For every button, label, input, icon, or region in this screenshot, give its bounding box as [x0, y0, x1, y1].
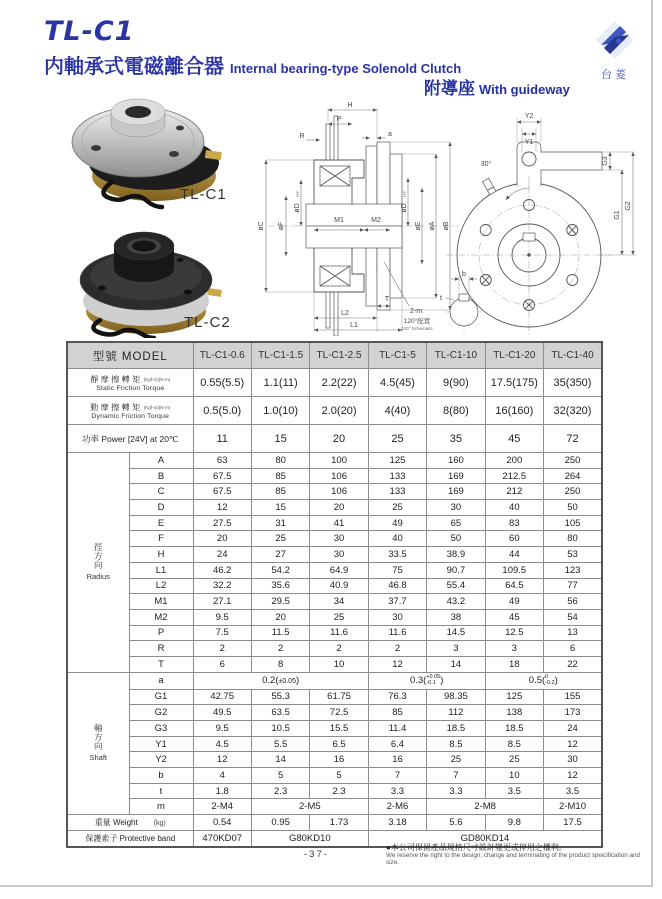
band-value-cell: GD80KD14 — [368, 830, 602, 846]
model-header-label: 型號 MODEL — [67, 342, 193, 369]
page-number: -37- — [304, 849, 329, 860]
model-column-header: TL-C1-0.6 — [193, 342, 251, 369]
spec-value-cell: 11 — [193, 425, 251, 453]
svg-text:Y2: Y2 — [524, 113, 534, 120]
dim-row — [67, 752, 602, 768]
dim-value-cell: 76.3 — [368, 689, 426, 705]
dim-value-cell: 45 — [485, 609, 543, 625]
dim-value-cell: 12 — [544, 768, 602, 784]
dim-value-cell: 50 — [544, 500, 602, 516]
dim-row — [67, 768, 602, 784]
dim-value-cell: 106 — [310, 484, 368, 500]
spec-value-cell: 25 — [368, 425, 426, 453]
dim-row — [67, 578, 602, 594]
svg-text:a: a — [388, 131, 392, 138]
dim-value-cell: 9.5 — [193, 609, 251, 625]
dim-label: A — [129, 453, 193, 469]
dim-value-cell: 49 — [485, 594, 543, 610]
dim-value-cell: 133 — [368, 484, 426, 500]
dim-value-cell: 3.5 — [485, 783, 543, 799]
dim-value-cell: 2-M6 — [368, 799, 426, 815]
dim-value-cell: 25 — [251, 531, 309, 547]
dim-value-cell: 4 — [193, 768, 251, 784]
spec-table — [66, 341, 603, 848]
dim-value-cell: 83 — [485, 515, 543, 531]
dim-value-cell: 40 — [485, 500, 543, 516]
page-subtitle — [44, 50, 461, 79]
dim-value-cell: 53 — [544, 547, 602, 563]
footnote-zh: ●本公司保留產品規格尺寸設計變更或停用之權利。 — [386, 843, 567, 852]
dim-value-cell: 2.3 — [251, 783, 309, 799]
dim-label: F — [129, 531, 193, 547]
dim-value-cell: 250 — [544, 484, 602, 500]
dim-value-cell: 75 — [368, 562, 426, 578]
dim-row — [67, 609, 602, 625]
page-title: TL-C1 — [44, 16, 135, 47]
dim-value-cell: 3.3 — [427, 783, 485, 799]
dim-value-cell: 12 — [368, 656, 426, 672]
dim-value-cell: 18.5 — [485, 721, 543, 737]
svg-text:øD: øD — [294, 203, 301, 213]
dim-value-cell: 123 — [544, 562, 602, 578]
dim-value-cell: 169 — [427, 468, 485, 484]
dim-value-cell: 55.3 — [251, 689, 309, 705]
dim-value-cell: 30 — [310, 531, 368, 547]
dim-row — [67, 468, 602, 484]
dim-value-cell: 54 — [544, 609, 602, 625]
dim-value-cell: 31 — [251, 515, 309, 531]
dim-value-cell: 138 — [485, 705, 543, 721]
dim-value-cell: 2 — [251, 641, 309, 657]
dim-row — [67, 656, 602, 672]
spec-value-cell: 0.5(5.0) — [193, 397, 251, 425]
dim-label: R — [129, 641, 193, 657]
svg-text:L2: L2 — [341, 310, 349, 317]
dim-value-cell: 10 — [485, 768, 543, 784]
spec-value-cell: 20 — [310, 425, 368, 453]
dim-label: t — [129, 783, 193, 799]
dim-value-cell: 32.2 — [193, 578, 251, 594]
dim-value-cell: 63.5 — [251, 705, 309, 721]
dim-value-cell: 30 — [368, 609, 426, 625]
dim-value-cell: 37.7 — [368, 594, 426, 610]
footnote — [386, 843, 648, 866]
model-column-header: TL-C1-2.5 — [310, 342, 368, 369]
svg-text:P: P — [336, 116, 342, 123]
dim-label: T — [129, 656, 193, 672]
dim-value-cell: 25 — [485, 752, 543, 768]
model-column-header: TL-C1-10 — [427, 342, 485, 369]
dim-value-cell: 24 — [544, 721, 602, 737]
dim-value-cell: 3 — [427, 641, 485, 657]
dim-value-cell: 5 — [251, 768, 309, 784]
dim-value-cell: 4.5 — [193, 736, 251, 752]
dim-row — [67, 562, 602, 578]
dim-value-cell: 169 — [427, 484, 485, 500]
footnote-en: We reserve the right to the design, change and terminating of the product speicification and size. — [386, 852, 641, 866]
dim-value-cell: 0.3( +0.05 -0.1 ) — [368, 672, 485, 689]
dim-value-cell: 2 — [310, 641, 368, 657]
dim-value-cell: 34 — [310, 594, 368, 610]
dim-value-cell: 77 — [544, 578, 602, 594]
dim-value-cell: 3.3 — [368, 783, 426, 799]
dim-value-cell: 46.2 — [193, 562, 251, 578]
dim-label: a — [129, 672, 193, 689]
model-column-header: TL-C1-1.5 — [251, 342, 309, 369]
svg-text:b: b — [462, 271, 466, 278]
svg-text:M1: M1 — [334, 217, 344, 224]
svg-text:H7: H7 — [402, 191, 407, 197]
svg-text:30°: 30° — [480, 161, 492, 168]
dim-value-cell: 41 — [310, 515, 368, 531]
table-header-row — [67, 342, 602, 369]
weight-label: 重量 Weight (kg) — [67, 815, 193, 831]
dim-value-cell: 12 — [193, 500, 251, 516]
dim-value-cell: 16 — [310, 752, 368, 768]
subtitle-en: Internal bearing-type Solenold Clutch — [230, 61, 462, 76]
dim-value-cell: 55.4 — [427, 578, 485, 594]
dim-value-cell: 125 — [485, 689, 543, 705]
dim-row — [67, 689, 602, 705]
spec-row — [67, 397, 602, 425]
dim-value-cell: 5 — [310, 768, 368, 784]
spec-value-cell: 8(80) — [427, 397, 485, 425]
dim-value-cell: 25 — [427, 752, 485, 768]
dim-row — [67, 641, 602, 657]
dim-value-cell: 9.5 — [193, 721, 251, 737]
dim-value-cell: 64.9 — [310, 562, 368, 578]
dim-row — [67, 484, 602, 500]
dim-label: P — [129, 625, 193, 641]
dim-value-cell: 2-M5 — [251, 799, 368, 815]
dim-value-cell: 64.5 — [485, 578, 543, 594]
dim-value-cell: 29.5 — [251, 594, 309, 610]
dim-value-cell: 27 — [251, 547, 309, 563]
dim-row — [67, 736, 602, 752]
dim-label: M1 — [129, 594, 193, 610]
dim-value-cell: 14 — [427, 656, 485, 672]
spec-value-cell: 1.0(10) — [251, 397, 309, 425]
dim-value-cell: 33.5 — [368, 547, 426, 563]
svg-text:H7: H7 — [295, 191, 300, 197]
spec-row — [67, 369, 602, 397]
spec-value-cell: 0.55(5.5) — [193, 369, 251, 397]
dim-value-cell: 7 — [427, 768, 485, 784]
dim-value-cell: 212.5 — [485, 468, 543, 484]
dim-row — [67, 721, 602, 737]
dim-value-cell: 25 — [310, 609, 368, 625]
svg-text:G3: G3 — [602, 156, 609, 166]
dim-value-cell: 8.5 — [485, 736, 543, 752]
dim-value-cell: 6.4 — [368, 736, 426, 752]
dim-value-cell: 105 — [544, 515, 602, 531]
svg-text:øE: øE — [415, 221, 422, 231]
dim-label: L2 — [129, 578, 193, 594]
model-column-header: TL-C1-5 — [368, 342, 426, 369]
dim-value-cell: 85 — [251, 468, 309, 484]
spec-value-cell: 72 — [544, 425, 602, 453]
svg-text:H: H — [347, 102, 353, 109]
dim-value-cell: 20 — [193, 531, 251, 547]
spec-value-cell: 45 — [485, 425, 543, 453]
dim-row — [67, 500, 602, 516]
dim-value-cell: 35.6 — [251, 578, 309, 594]
dim-value-cell: 25 — [368, 500, 426, 516]
dim-value-cell: 100 — [310, 453, 368, 469]
dim-value-cell: 98.35 — [427, 689, 485, 705]
spec-value-cell: 17.5(175) — [485, 369, 543, 397]
weight-value-cell: 1.73 — [310, 815, 368, 831]
dim-value-cell: 2-M8 — [427, 799, 544, 815]
band-value-cell: G80KD10 — [251, 830, 368, 846]
dim-value-cell: 11.5 — [251, 625, 309, 641]
dim-label: L1 — [129, 562, 193, 578]
dim-label: C — [129, 484, 193, 500]
dim-value-cell: 12 — [544, 736, 602, 752]
model-column-header: TL-C1-20 — [485, 342, 543, 369]
dim-value-cell: 54.2 — [251, 562, 309, 578]
svg-text:2-m: 2-m — [409, 308, 423, 315]
dim-value-cell: 56 — [544, 594, 602, 610]
dim-label: G1 — [129, 689, 193, 705]
guideway-label-zh: 附導座 — [424, 79, 475, 98]
dim-value-cell: 90.7 — [427, 562, 485, 578]
dim-value-cell: 30 — [310, 547, 368, 563]
svg-text:M2: M2 — [371, 217, 381, 224]
dim-value-cell: 109.5 — [485, 562, 543, 578]
dim-value-cell: 42.75 — [193, 689, 251, 705]
dim-value-cell: 22 — [544, 656, 602, 672]
svg-text:120° Schematic: 120° Schematic — [401, 326, 433, 331]
subtitle-zh: 内軸承式電磁離合器 — [44, 56, 224, 78]
dim-value-cell: 155 — [544, 689, 602, 705]
svg-text:L1: L1 — [350, 322, 358, 329]
weight-value-cell: 0.54 — [193, 815, 251, 831]
dim-value-cell: 8.5 — [427, 736, 485, 752]
dim-value-cell: 80 — [251, 453, 309, 469]
dim-value-cell: 65 — [427, 515, 485, 531]
dim-value-cell: 67.5 — [193, 484, 251, 500]
dim-value-cell: 60 — [485, 531, 543, 547]
dim-label: Y2 — [129, 752, 193, 768]
dim-value-cell: 18 — [485, 656, 543, 672]
dim-value-cell: 112 — [427, 705, 485, 721]
dim-value-cell: 11.6 — [368, 625, 426, 641]
dim-value-cell: 2.3 — [310, 783, 368, 799]
dim-value-cell: 0.5( 0 -0.2 ) — [485, 672, 602, 689]
dim-label: b — [129, 768, 193, 784]
dim-value-cell: 106 — [310, 468, 368, 484]
dim-value-cell: 24 — [193, 547, 251, 563]
spec-value-cell: 35(350) — [544, 369, 602, 397]
dim-value-cell: 7 — [368, 768, 426, 784]
spec-row-label: 動摩擦轉矩(Kgf-m)(N-m) Dynamic Friction Torque — [67, 397, 193, 425]
dim-value-cell: 6 — [544, 641, 602, 657]
spec-value-cell: 4(40) — [368, 397, 426, 425]
spec-value-cell: 2.2(22) — [310, 369, 368, 397]
dim-value-cell: 14.5 — [427, 625, 485, 641]
dim-value-cell: 50 — [427, 531, 485, 547]
band-value-cell: 470KD07 — [193, 830, 251, 846]
svg-text:øD: øD — [401, 203, 408, 213]
brand-name: 台菱 — [601, 69, 629, 81]
svg-text:øA: øA — [429, 221, 436, 231]
brand-diamond-icon — [595, 20, 635, 60]
svg-text:T: T — [384, 296, 390, 303]
dim-value-cell: 11.4 — [368, 721, 426, 737]
dim-row — [67, 625, 602, 641]
band-label: 保護索子 Protective band — [67, 830, 193, 846]
weight-value-cell: 5.6 — [427, 815, 485, 831]
dim-value-cell: 10.5 — [251, 721, 309, 737]
svg-text:Y1: Y1 — [524, 139, 534, 146]
dim-value-cell: 49 — [368, 515, 426, 531]
spec-row — [67, 425, 602, 453]
dim-value-cell: 12.5 — [485, 625, 543, 641]
front-view-drawing — [434, 100, 639, 338]
dim-label: M2 — [129, 609, 193, 625]
dim-label: m — [129, 799, 193, 815]
dim-value-cell: 49.5 — [193, 705, 251, 721]
dim-label: H — [129, 547, 193, 563]
dim-value-cell: 40.9 — [310, 578, 368, 594]
dim-row — [67, 799, 602, 815]
shaft-group-label: 軸 方 向 Shaft — [67, 672, 129, 815]
dim-label: G2 — [129, 705, 193, 721]
dim-row — [67, 453, 602, 469]
dim-value-cell: 40 — [368, 531, 426, 547]
svg-text:t: t — [440, 295, 442, 302]
svg-text:øF: øF — [278, 221, 285, 231]
dim-value-cell: 20 — [310, 500, 368, 516]
dim-value-cell: 14 — [251, 752, 309, 768]
dim-value-cell: 7.5 — [193, 625, 251, 641]
dim-value-cell: 15 — [251, 500, 309, 516]
dim-value-cell: 61.75 — [310, 689, 368, 705]
radius-group-label: 徑 方 向 Radius — [67, 453, 129, 673]
dim-value-cell: 200 — [485, 453, 543, 469]
weight-row — [67, 815, 602, 831]
photo-caption-tl-c1: TL-C1 — [180, 186, 227, 203]
weight-value-cell: 0.95 — [251, 815, 309, 831]
dim-value-cell: 46.8 — [368, 578, 426, 594]
model-column-header: TL-C1-40 — [544, 342, 602, 369]
dim-value-cell: 160 — [427, 453, 485, 469]
dim-value-cell: 264 — [544, 468, 602, 484]
dim-value-cell: 85 — [368, 705, 426, 721]
dim-row — [67, 531, 602, 547]
dim-value-cell: 20 — [251, 609, 309, 625]
dim-value-cell: 2-M4 — [193, 799, 251, 815]
dim-value-cell: 2 — [368, 641, 426, 657]
svg-text:120°配置: 120°配置 — [403, 318, 431, 325]
spec-value-cell: 4.5(45) — [368, 369, 426, 397]
guideway-label-en: With guideway — [479, 82, 570, 97]
dim-value-cell: 80 — [544, 531, 602, 547]
dim-row — [67, 594, 602, 610]
svg-text:R: R — [299, 133, 305, 140]
dim-value-cell: 1.8 — [193, 783, 251, 799]
spec-value-cell: 9(90) — [427, 369, 485, 397]
dim-value-cell: 85 — [251, 484, 309, 500]
spec-value-cell: 16(160) — [485, 397, 543, 425]
dim-value-cell: 125 — [368, 453, 426, 469]
svg-text:G2: G2 — [625, 201, 632, 211]
dim-value-cell: 67.5 — [193, 468, 251, 484]
dim-value-cell: 43.2 — [427, 594, 485, 610]
dim-value-cell: 5.5 — [251, 736, 309, 752]
dim-value-cell: 250 — [544, 453, 602, 469]
cross-section-drawing — [254, 94, 464, 336]
dim-value-cell: 6.5 — [310, 736, 368, 752]
dim-value-cell: 44 — [485, 547, 543, 563]
svg-text:øB: øB — [443, 221, 450, 231]
dim-value-cell: 8 — [251, 656, 309, 672]
dim-value-cell: 212 — [485, 484, 543, 500]
dim-label: D — [129, 500, 193, 516]
spec-value-cell: 32(320) — [544, 397, 602, 425]
spec-value-cell: 35 — [427, 425, 485, 453]
spec-row-label: 功率 Power [24V] at 20℃ — [67, 425, 193, 453]
dim-value-cell: 63 — [193, 453, 251, 469]
dim-value-cell: 27.5 — [193, 515, 251, 531]
spec-value-cell: 1.1(11) — [251, 369, 309, 397]
dim-value-cell: 18.5 — [427, 721, 485, 737]
photo-caption-tl-c2: TL-C2 — [184, 314, 231, 331]
dim-label: Y1 — [129, 736, 193, 752]
dim-label: B — [129, 468, 193, 484]
svg-text:øC: øC — [258, 221, 265, 231]
weight-value-cell: 17.5 — [544, 815, 602, 831]
dim-value-cell: 173 — [544, 705, 602, 721]
dim-row — [67, 515, 602, 531]
spec-value-cell: 15 — [251, 425, 309, 453]
dim-value-cell: 2 — [193, 641, 251, 657]
weight-value-cell: 3.18 — [368, 815, 426, 831]
weight-value-cell: 9.8 — [485, 815, 543, 831]
dim-value-cell: 16 — [368, 752, 426, 768]
dim-row — [67, 672, 602, 689]
dim-value-cell: 12 — [193, 752, 251, 768]
brand-logo — [584, 20, 646, 82]
dim-value-cell: 3.5 — [544, 783, 602, 799]
dim-value-cell: 6 — [193, 656, 251, 672]
dim-label: E — [129, 515, 193, 531]
dim-value-cell: 72.5 — [310, 705, 368, 721]
dim-row — [67, 705, 602, 721]
dim-value-cell: 3 — [485, 641, 543, 657]
dim-value-cell: 10 — [310, 656, 368, 672]
dim-label: G3 — [129, 721, 193, 737]
dim-value-cell: 38.9 — [427, 547, 485, 563]
dim-value-cell: 11.6 — [310, 625, 368, 641]
spec-row-label: 靜摩擦轉矩(Kgf-m)(N-m) Static Friction Torque — [67, 369, 193, 397]
dim-value-cell: 38 — [427, 609, 485, 625]
dim-value-cell: 30 — [427, 500, 485, 516]
dim-row — [67, 547, 602, 563]
spec-value-cell: 2.0(20) — [310, 397, 368, 425]
dim-value-cell: 27.1 — [193, 594, 251, 610]
dim-value-cell: 13 — [544, 625, 602, 641]
dim-value-cell: 2-M10 — [544, 799, 602, 815]
dim-value-cell: 0.2(±0.05) — [193, 672, 368, 689]
dim-value-cell: 30 — [544, 752, 602, 768]
dim-value-cell: 133 — [368, 468, 426, 484]
svg-text:G1: G1 — [614, 210, 621, 220]
dim-value-cell: 15.5 — [310, 721, 368, 737]
dim-row — [67, 783, 602, 799]
